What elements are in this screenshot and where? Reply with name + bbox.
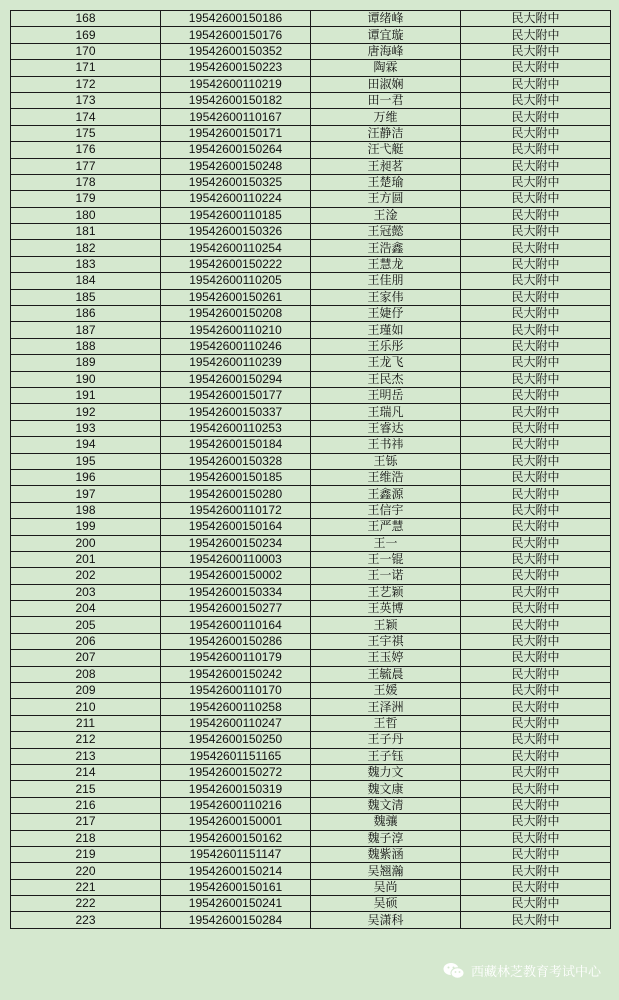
school-name-cell: 民大附中 bbox=[461, 142, 611, 158]
student-name-cell: 王明岳 bbox=[311, 387, 461, 403]
school-name-cell: 民大附中 bbox=[461, 502, 611, 518]
exam-id-cell: 19542600150001 bbox=[161, 814, 311, 830]
student-name-cell: 唐海峰 bbox=[311, 43, 461, 59]
school-name-cell: 民大附中 bbox=[461, 584, 611, 600]
table-row bbox=[11, 486, 611, 502]
table-row bbox=[11, 551, 611, 567]
row-number-cell: 205 bbox=[11, 617, 161, 633]
table-row bbox=[11, 43, 611, 59]
exam-id-cell: 19542600110205 bbox=[161, 273, 311, 289]
school-name-cell: 民大附中 bbox=[461, 912, 611, 928]
school-name-cell: 民大附中 bbox=[461, 863, 611, 879]
school-name-cell: 民大附中 bbox=[461, 650, 611, 666]
watermark bbox=[443, 961, 601, 980]
school-name-cell: 民大附中 bbox=[461, 437, 611, 453]
row-number-cell: 213 bbox=[11, 748, 161, 764]
exam-id-cell: 19542600110170 bbox=[161, 683, 311, 699]
exam-id-cell: 19542600150184 bbox=[161, 437, 311, 453]
table-row bbox=[11, 519, 611, 535]
school-name-cell: 民大附中 bbox=[461, 240, 611, 256]
student-name-cell: 魏骧 bbox=[311, 814, 461, 830]
exam-id-cell: 19542600110258 bbox=[161, 699, 311, 715]
school-name-cell: 民大附中 bbox=[461, 469, 611, 485]
exam-id-cell: 19542600150294 bbox=[161, 371, 311, 387]
table-row bbox=[11, 863, 611, 879]
exam-id-cell: 19542600150223 bbox=[161, 60, 311, 76]
school-name-cell: 民大附中 bbox=[461, 256, 611, 272]
student-name-cell: 王瑞凡 bbox=[311, 404, 461, 420]
row-number-cell: 199 bbox=[11, 519, 161, 535]
table-row bbox=[11, 404, 611, 420]
row-number-cell: 222 bbox=[11, 896, 161, 912]
student-name-cell: 汪弋艇 bbox=[311, 142, 461, 158]
table-row bbox=[11, 60, 611, 76]
student-name-cell: 王家伟 bbox=[311, 289, 461, 305]
school-name-cell: 民大附中 bbox=[461, 666, 611, 682]
row-number-cell: 216 bbox=[11, 797, 161, 813]
table-row bbox=[11, 109, 611, 125]
school-name-cell: 民大附中 bbox=[461, 27, 611, 43]
row-number-cell: 181 bbox=[11, 224, 161, 240]
school-name-cell: 民大附中 bbox=[461, 338, 611, 354]
row-number-cell: 193 bbox=[11, 420, 161, 436]
table-row bbox=[11, 568, 611, 584]
exam-id-cell: 19542600110185 bbox=[161, 207, 311, 223]
row-number-cell: 190 bbox=[11, 371, 161, 387]
student-name-cell: 王维浩 bbox=[311, 469, 461, 485]
table-row bbox=[11, 617, 611, 633]
table-row bbox=[11, 502, 611, 518]
row-number-cell: 201 bbox=[11, 551, 161, 567]
exam-id-cell: 19542600150250 bbox=[161, 732, 311, 748]
exam-id-cell: 19542600110179 bbox=[161, 650, 311, 666]
student-name-cell: 王一诺 bbox=[311, 568, 461, 584]
row-number-cell: 173 bbox=[11, 92, 161, 108]
school-name-cell: 民大附中 bbox=[461, 830, 611, 846]
exam-id-cell: 19542600150241 bbox=[161, 896, 311, 912]
student-name-cell: 王子钰 bbox=[311, 748, 461, 764]
row-number-cell: 191 bbox=[11, 387, 161, 403]
table-row bbox=[11, 846, 611, 862]
table-row bbox=[11, 306, 611, 322]
row-number-cell: 186 bbox=[11, 306, 161, 322]
school-name-cell: 民大附中 bbox=[461, 879, 611, 895]
school-name-cell: 民大附中 bbox=[461, 486, 611, 502]
exam-id-cell: 19542600110172 bbox=[161, 502, 311, 518]
school-name-cell: 民大附中 bbox=[461, 568, 611, 584]
school-name-cell: 民大附中 bbox=[461, 896, 611, 912]
exam-id-cell: 19542600150337 bbox=[161, 404, 311, 420]
table-row bbox=[11, 879, 611, 895]
student-name-cell: 吴尚 bbox=[311, 879, 461, 895]
student-name-cell: 王媛 bbox=[311, 683, 461, 699]
school-name-cell: 民大附中 bbox=[461, 355, 611, 371]
student-name-cell: 谭绪峰 bbox=[311, 11, 461, 27]
school-name-cell: 民大附中 bbox=[461, 371, 611, 387]
row-number-cell: 172 bbox=[11, 76, 161, 92]
school-name-cell: 民大附中 bbox=[461, 715, 611, 731]
school-name-cell: 民大附中 bbox=[461, 732, 611, 748]
student-name-cell: 王严慧 bbox=[311, 519, 461, 535]
school-name-cell: 民大附中 bbox=[461, 699, 611, 715]
table-row bbox=[11, 814, 611, 830]
table-row bbox=[11, 191, 611, 207]
row-number-cell: 198 bbox=[11, 502, 161, 518]
school-name-cell: 民大附中 bbox=[461, 846, 611, 862]
exam-id-cell: 19542600150171 bbox=[161, 125, 311, 141]
student-name-cell: 王民杰 bbox=[311, 371, 461, 387]
student-name-cell: 王一 bbox=[311, 535, 461, 551]
student-roster-table bbox=[10, 10, 611, 929]
exam-id-cell: 19542600150277 bbox=[161, 601, 311, 617]
table-row bbox=[11, 92, 611, 108]
table-row bbox=[11, 387, 611, 403]
exam-id-cell: 19542600110239 bbox=[161, 355, 311, 371]
table-row bbox=[11, 256, 611, 272]
table-row bbox=[11, 453, 611, 469]
exam-id-cell: 19542600150280 bbox=[161, 486, 311, 502]
table-row bbox=[11, 338, 611, 354]
table-row bbox=[11, 797, 611, 813]
exam-id-cell: 19542600150248 bbox=[161, 158, 311, 174]
row-number-cell: 182 bbox=[11, 240, 161, 256]
school-name-cell: 民大附中 bbox=[461, 306, 611, 322]
exam-id-cell: 19542600150325 bbox=[161, 174, 311, 190]
row-number-cell: 223 bbox=[11, 912, 161, 928]
row-number-cell: 189 bbox=[11, 355, 161, 371]
student-name-cell: 王睿达 bbox=[311, 420, 461, 436]
student-name-cell: 王颖 bbox=[311, 617, 461, 633]
school-name-cell: 民大附中 bbox=[461, 551, 611, 567]
exam-id-cell: 19542600150234 bbox=[161, 535, 311, 551]
table-row bbox=[11, 355, 611, 371]
exam-id-cell: 19542600150328 bbox=[161, 453, 311, 469]
exam-id-cell: 19542600150222 bbox=[161, 256, 311, 272]
exam-id-cell: 19542600150352 bbox=[161, 43, 311, 59]
school-name-cell: 民大附中 bbox=[461, 207, 611, 223]
table-row bbox=[11, 650, 611, 666]
exam-id-cell: 19542600150286 bbox=[161, 633, 311, 649]
exam-id-cell: 19542600150182 bbox=[161, 92, 311, 108]
exam-id-cell: 19542600110254 bbox=[161, 240, 311, 256]
exam-id-cell: 19542600150164 bbox=[161, 519, 311, 535]
row-number-cell: 215 bbox=[11, 781, 161, 797]
student-name-cell: 王艺颖 bbox=[311, 584, 461, 600]
student-name-cell: 魏文康 bbox=[311, 781, 461, 797]
table-row bbox=[11, 830, 611, 846]
table-row bbox=[11, 683, 611, 699]
row-number-cell: 195 bbox=[11, 453, 161, 469]
student-name-cell: 吴硕 bbox=[311, 896, 461, 912]
exam-id-cell: 19542600110164 bbox=[161, 617, 311, 633]
table-row bbox=[11, 584, 611, 600]
row-number-cell: 178 bbox=[11, 174, 161, 190]
table-row bbox=[11, 224, 611, 240]
exam-id-cell: 19542600110167 bbox=[161, 109, 311, 125]
student-name-cell: 万维 bbox=[311, 109, 461, 125]
student-name-cell: 王慧龙 bbox=[311, 256, 461, 272]
exam-id-cell: 19542600110003 bbox=[161, 551, 311, 567]
student-name-cell: 魏力文 bbox=[311, 764, 461, 780]
table-row bbox=[11, 912, 611, 928]
student-name-cell: 王冠懿 bbox=[311, 224, 461, 240]
row-number-cell: 209 bbox=[11, 683, 161, 699]
row-number-cell: 179 bbox=[11, 191, 161, 207]
row-number-cell: 183 bbox=[11, 256, 161, 272]
row-number-cell: 194 bbox=[11, 437, 161, 453]
table-row bbox=[11, 715, 611, 731]
school-name-cell: 民大附中 bbox=[461, 633, 611, 649]
exam-id-cell: 19542600110224 bbox=[161, 191, 311, 207]
table-row bbox=[11, 781, 611, 797]
table-row bbox=[11, 158, 611, 174]
wechat-icon bbox=[443, 962, 465, 980]
exam-id-cell: 19542600150186 bbox=[161, 11, 311, 27]
row-number-cell: 218 bbox=[11, 830, 161, 846]
row-number-cell: 197 bbox=[11, 486, 161, 502]
row-number-cell: 203 bbox=[11, 584, 161, 600]
table-row bbox=[11, 748, 611, 764]
school-name-cell: 民大附中 bbox=[461, 764, 611, 780]
table-row bbox=[11, 76, 611, 92]
table-row bbox=[11, 27, 611, 43]
row-number-cell: 214 bbox=[11, 764, 161, 780]
exam-id-cell: 19542600150261 bbox=[161, 289, 311, 305]
table-row bbox=[11, 420, 611, 436]
row-number-cell: 188 bbox=[11, 338, 161, 354]
exam-id-cell: 19542601151147 bbox=[161, 846, 311, 862]
table-row bbox=[11, 125, 611, 141]
row-number-cell: 207 bbox=[11, 650, 161, 666]
row-number-cell: 177 bbox=[11, 158, 161, 174]
school-name-cell: 民大附中 bbox=[461, 109, 611, 125]
school-name-cell: 民大附中 bbox=[461, 535, 611, 551]
row-number-cell: 176 bbox=[11, 142, 161, 158]
student-name-cell: 王楚瑜 bbox=[311, 174, 461, 190]
row-number-cell: 192 bbox=[11, 404, 161, 420]
school-name-cell: 民大附中 bbox=[461, 387, 611, 403]
row-number-cell: 220 bbox=[11, 863, 161, 879]
row-number-cell: 171 bbox=[11, 60, 161, 76]
table-row bbox=[11, 469, 611, 485]
row-number-cell: 212 bbox=[11, 732, 161, 748]
row-number-cell: 200 bbox=[11, 535, 161, 551]
row-number-cell: 211 bbox=[11, 715, 161, 731]
exam-id-cell: 19542600110253 bbox=[161, 420, 311, 436]
row-number-cell: 187 bbox=[11, 322, 161, 338]
student-name-cell: 田淑娴 bbox=[311, 76, 461, 92]
row-number-cell: 204 bbox=[11, 601, 161, 617]
table-row bbox=[11, 142, 611, 158]
exam-id-cell: 19542600150177 bbox=[161, 387, 311, 403]
exam-id-cell: 19542600110219 bbox=[161, 76, 311, 92]
school-name-cell: 民大附中 bbox=[461, 174, 611, 190]
student-name-cell: 王书祎 bbox=[311, 437, 461, 453]
school-name-cell: 民大附中 bbox=[461, 43, 611, 59]
table-row bbox=[11, 437, 611, 453]
exam-id-cell: 19542600150264 bbox=[161, 142, 311, 158]
school-name-cell: 民大附中 bbox=[461, 92, 611, 108]
school-name-cell: 民大附中 bbox=[461, 453, 611, 469]
student-name-cell: 王方圆 bbox=[311, 191, 461, 207]
row-number-cell: 175 bbox=[11, 125, 161, 141]
table-row bbox=[11, 764, 611, 780]
exam-id-cell: 19542600150284 bbox=[161, 912, 311, 928]
student-name-cell: 王毓晨 bbox=[311, 666, 461, 682]
exam-id-cell: 19542600150326 bbox=[161, 224, 311, 240]
row-number-cell: 174 bbox=[11, 109, 161, 125]
row-number-cell: 208 bbox=[11, 666, 161, 682]
student-name-cell: 王宇祺 bbox=[311, 633, 461, 649]
row-number-cell: 219 bbox=[11, 846, 161, 862]
school-name-cell: 民大附中 bbox=[461, 125, 611, 141]
school-name-cell: 民大附中 bbox=[461, 224, 611, 240]
row-number-cell: 202 bbox=[11, 568, 161, 584]
row-number-cell: 180 bbox=[11, 207, 161, 223]
student-name-cell: 魏文清 bbox=[311, 797, 461, 813]
school-name-cell: 民大附中 bbox=[461, 273, 611, 289]
table-row bbox=[11, 666, 611, 682]
student-name-cell: 王龙飞 bbox=[311, 355, 461, 371]
row-number-cell: 170 bbox=[11, 43, 161, 59]
school-name-cell: 民大附中 bbox=[461, 322, 611, 338]
school-name-cell: 民大附中 bbox=[461, 158, 611, 174]
exam-id-cell: 19542600150161 bbox=[161, 879, 311, 895]
exam-id-cell: 19542600110246 bbox=[161, 338, 311, 354]
student-name-cell: 王佳朋 bbox=[311, 273, 461, 289]
student-name-cell: 王泽洲 bbox=[311, 699, 461, 715]
row-number-cell: 169 bbox=[11, 27, 161, 43]
table-row bbox=[11, 289, 611, 305]
table-row bbox=[11, 699, 611, 715]
student-name-cell: 王婕伃 bbox=[311, 306, 461, 322]
row-number-cell: 168 bbox=[11, 11, 161, 27]
school-name-cell: 民大附中 bbox=[461, 76, 611, 92]
school-name-cell: 民大附中 bbox=[461, 683, 611, 699]
row-number-cell: 184 bbox=[11, 273, 161, 289]
exam-id-cell: 19542600150214 bbox=[161, 863, 311, 879]
school-name-cell: 民大附中 bbox=[461, 601, 611, 617]
student-name-cell: 王淦 bbox=[311, 207, 461, 223]
student-name-cell: 吴潇科 bbox=[311, 912, 461, 928]
exam-id-cell: 19542600150242 bbox=[161, 666, 311, 682]
student-name-cell: 魏紫涵 bbox=[311, 846, 461, 862]
row-number-cell: 196 bbox=[11, 469, 161, 485]
table-row bbox=[11, 732, 611, 748]
school-name-cell: 民大附中 bbox=[461, 797, 611, 813]
exam-id-cell: 19542600150208 bbox=[161, 306, 311, 322]
row-number-cell: 210 bbox=[11, 699, 161, 715]
school-name-cell: 民大附中 bbox=[461, 60, 611, 76]
student-name-cell: 王英博 bbox=[311, 601, 461, 617]
row-number-cell: 206 bbox=[11, 633, 161, 649]
table-row bbox=[11, 633, 611, 649]
roster-body bbox=[11, 11, 611, 929]
exam-id-cell: 19542600150185 bbox=[161, 469, 311, 485]
school-name-cell: 民大附中 bbox=[461, 420, 611, 436]
student-name-cell: 王瑾如 bbox=[311, 322, 461, 338]
exam-id-cell: 19542600150162 bbox=[161, 830, 311, 846]
school-name-cell: 民大附中 bbox=[461, 748, 611, 764]
school-name-cell: 民大附中 bbox=[461, 814, 611, 830]
table-row bbox=[11, 322, 611, 338]
exam-id-cell: 19542600150319 bbox=[161, 781, 311, 797]
school-name-cell: 民大附中 bbox=[461, 404, 611, 420]
student-name-cell: 陶霖 bbox=[311, 60, 461, 76]
student-name-cell: 王信宇 bbox=[311, 502, 461, 518]
student-name-cell: 汪静洁 bbox=[311, 125, 461, 141]
row-number-cell: 217 bbox=[11, 814, 161, 830]
school-name-cell: 民大附中 bbox=[461, 289, 611, 305]
table-row bbox=[11, 896, 611, 912]
row-number-cell: 185 bbox=[11, 289, 161, 305]
table-row bbox=[11, 371, 611, 387]
student-name-cell: 王昶茗 bbox=[311, 158, 461, 174]
table-row bbox=[11, 535, 611, 551]
exam-id-cell: 19542600110247 bbox=[161, 715, 311, 731]
student-name-cell: 王铄 bbox=[311, 453, 461, 469]
exam-id-cell: 19542600150176 bbox=[161, 27, 311, 43]
table-row bbox=[11, 240, 611, 256]
exam-id-cell: 19542600110210 bbox=[161, 322, 311, 338]
table-row bbox=[11, 601, 611, 617]
student-name-cell: 谭宜璇 bbox=[311, 27, 461, 43]
student-name-cell: 王子丹 bbox=[311, 732, 461, 748]
table-row bbox=[11, 174, 611, 190]
student-name-cell: 田一君 bbox=[311, 92, 461, 108]
row-number-cell: 221 bbox=[11, 879, 161, 895]
school-name-cell: 民大附中 bbox=[461, 519, 611, 535]
student-name-cell: 王乐彤 bbox=[311, 338, 461, 354]
table-row bbox=[11, 11, 611, 27]
exam-id-cell: 19542600150272 bbox=[161, 764, 311, 780]
student-name-cell: 王玉婷 bbox=[311, 650, 461, 666]
school-name-cell: 民大附中 bbox=[461, 781, 611, 797]
table-row bbox=[11, 207, 611, 223]
school-name-cell: 民大附中 bbox=[461, 11, 611, 27]
student-name-cell: 王鑫源 bbox=[311, 486, 461, 502]
student-name-cell: 王哲 bbox=[311, 715, 461, 731]
student-name-cell: 王浩鑫 bbox=[311, 240, 461, 256]
school-name-cell: 民大附中 bbox=[461, 191, 611, 207]
table-row bbox=[11, 273, 611, 289]
school-name-cell: 民大附中 bbox=[461, 617, 611, 633]
watermark-text: 西藏林芝教育考试中心 bbox=[470, 965, 601, 980]
exam-id-cell: 19542601151165 bbox=[161, 748, 311, 764]
exam-id-cell: 19542600150002 bbox=[161, 568, 311, 584]
student-name-cell: 魏子淳 bbox=[311, 830, 461, 846]
exam-id-cell: 19542600150334 bbox=[161, 584, 311, 600]
student-name-cell: 吴翘瀚 bbox=[311, 863, 461, 879]
exam-id-cell: 19542600110216 bbox=[161, 797, 311, 813]
student-name-cell: 王一锟 bbox=[311, 551, 461, 567]
